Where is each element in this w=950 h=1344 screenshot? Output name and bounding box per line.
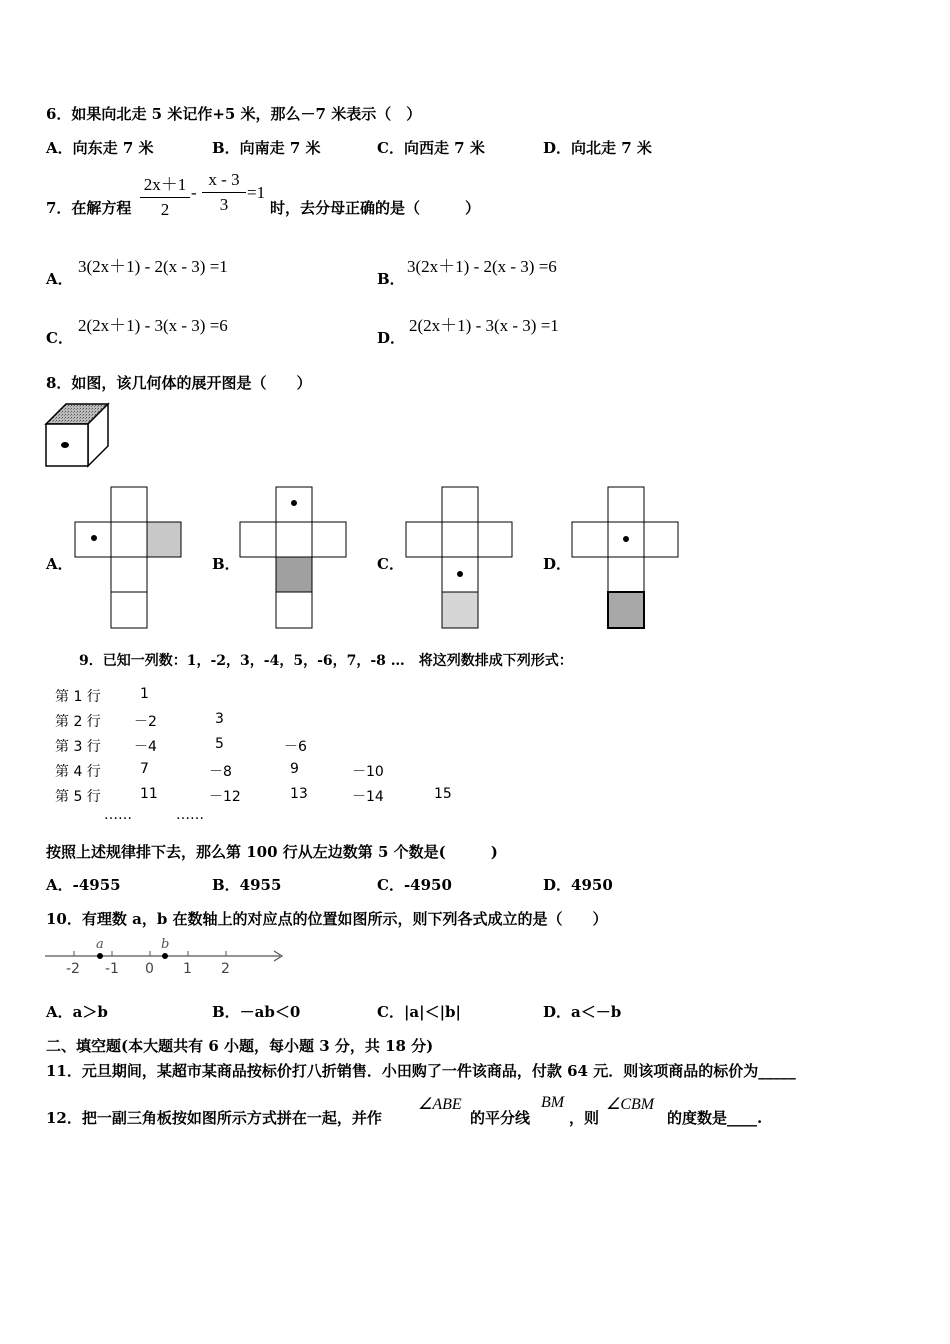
q8-label-c[interactable]: C． xyxy=(377,555,404,573)
q9-row4-value: －8 xyxy=(209,764,232,780)
q6-option-b[interactable]: B．向南走 7 米 xyxy=(212,139,321,157)
q7-option-d[interactable]: 2(2x＋1) - 3(x - 3) =1 xyxy=(409,316,559,335)
q9-row1-value: 1 xyxy=(140,686,149,702)
q9-stem: 9．已知一列数：1，-2，3，-4，5，-6，7，-8 … 将这列数排成下列形式： xyxy=(79,653,573,669)
q7-suffix: 时，去分母正确的是（ ） xyxy=(270,199,481,217)
q10-option-d[interactable]: D．a＜－b xyxy=(543,1003,622,1021)
q9-ellipsis: …… xyxy=(104,807,132,823)
q9-option-a[interactable]: A．-4955 xyxy=(46,876,121,894)
q7-option-c[interactable]: 2(2x＋1) - 3(x - 3) =6 xyxy=(78,316,228,335)
q12-angle-abe: ∠ABE xyxy=(418,1096,462,1113)
q9-question: 按照上述规律排下去，那么第 100 行从左边数第 5 个数是( ) xyxy=(46,843,498,861)
q7-frac1-denominator: 2 xyxy=(160,200,170,219)
q7-prefix: 7．在解方程 xyxy=(46,199,132,217)
q9-row5-label: 第 5 行 xyxy=(55,789,101,805)
net-option-b[interactable] xyxy=(239,486,349,631)
q9-row1-label: 第 1 行 xyxy=(55,689,101,705)
net-option-a[interactable] xyxy=(74,486,184,631)
q9-row5-value: 15 xyxy=(434,786,452,802)
q8-label-d[interactable]: D． xyxy=(543,555,572,573)
q7-option-b[interactable]: 3(2x＋1) - 2(x - 3) =6 xyxy=(407,257,557,276)
q12-part4: 的度数是____. xyxy=(667,1109,763,1127)
q6-option-d[interactable]: D．向北走 7 米 xyxy=(543,139,652,157)
axis-tick-label: 0 xyxy=(145,961,154,977)
q9-option-d[interactable]: D．4950 xyxy=(543,876,613,894)
axis-tick-label: -1 xyxy=(105,961,119,977)
q10-option-b[interactable]: B．－ab＜0 xyxy=(212,1003,301,1021)
q7-label-b[interactable]: B． xyxy=(377,270,405,288)
q6-stem: 6．如果向北走 5 米记作+5 米，那么－7 米表示（ ） xyxy=(46,105,422,123)
q9-row4-value: 7 xyxy=(140,761,149,777)
axis-tick-label: 2 xyxy=(221,961,230,977)
q12-part3: ，则 xyxy=(569,1109,600,1127)
q7-frac2-denominator: 3 xyxy=(219,195,229,214)
q9-row5-value: －14 xyxy=(352,789,384,805)
q9-row2-value: －2 xyxy=(134,714,157,730)
q9-row3-value: －4 xyxy=(134,739,157,755)
q9-row5-value: 11 xyxy=(140,786,158,802)
q9-row4-value: 9 xyxy=(290,761,299,777)
q6-option-c[interactable]: C．向西走 7 米 xyxy=(377,139,485,157)
q7-fraction-2 xyxy=(202,170,246,215)
q12-bm: BM xyxy=(541,1094,565,1111)
q9-row2-value: 3 xyxy=(215,711,224,727)
q9-row5-value: －12 xyxy=(209,789,241,805)
net-option-d[interactable] xyxy=(571,486,681,631)
q10-option-a[interactable]: A．a＞b xyxy=(46,1003,108,1021)
q9-row3-value: －6 xyxy=(284,739,307,755)
q9-ellipsis: …… xyxy=(176,807,204,823)
q9-row2-label: 第 2 行 xyxy=(55,714,101,730)
q7-equals: =1 xyxy=(247,183,266,202)
q7-frac1-numerator: 2x＋1 xyxy=(143,175,187,194)
q8-label-b[interactable]: B． xyxy=(212,555,240,573)
q9-row3-value: 5 xyxy=(215,736,224,752)
q12-part1: 12．把一副三角板按如图所示方式拼在一起，并作 xyxy=(46,1109,382,1127)
q7-frac2-numerator: x - 3 xyxy=(208,170,240,189)
q7-label-a[interactable]: A． xyxy=(46,270,73,288)
q11-text: 11．元旦期间，某超市某商品按标价打八折销售．小田购了一件该商品，付款 64 元．则该项商品的标价为_____ xyxy=(46,1062,796,1080)
q9-option-c[interactable]: C．-4950 xyxy=(377,876,452,894)
q6-option-a[interactable]: A．向东走 7 米 xyxy=(46,139,154,157)
q7-label-d[interactable]: D． xyxy=(377,329,406,347)
q9-option-b[interactable]: B．4955 xyxy=(212,876,282,894)
cube-figure xyxy=(44,402,114,472)
q7-fraction-1 xyxy=(140,170,190,220)
q8-label-a[interactable]: A． xyxy=(46,555,73,573)
q12-angle-cbm: ∠CBM xyxy=(606,1096,655,1113)
point-a-label: a xyxy=(96,937,104,952)
q12-part2: 的平分线 xyxy=(470,1109,531,1127)
axis-tick-label: 1 xyxy=(183,961,192,977)
q8-stem: 8．如图，该几何体的展开图是（ ） xyxy=(46,374,312,392)
q10-stem: 10．有理数 a，b 在数轴上的对应点的位置如图所示，则下列各式成立的是（ ） xyxy=(46,910,608,928)
q7-minus: - xyxy=(191,183,197,202)
axis-tick-label: -2 xyxy=(66,961,80,977)
number-line xyxy=(44,934,294,979)
net-option-c[interactable] xyxy=(405,486,515,631)
q10-option-c[interactable]: C．|a|＜|b| xyxy=(377,1003,461,1021)
q7-label-c[interactable]: C． xyxy=(46,329,73,347)
q9-row3-label: 第 3 行 xyxy=(55,739,101,755)
point-b-label: b xyxy=(161,937,170,952)
section2-title: 二、填空题(本大题共有 6 小题，每小题 3 分，共 18 分) xyxy=(46,1037,434,1055)
q7-option-a[interactable]: 3(2x＋1) - 2(x - 3) =1 xyxy=(78,257,228,276)
q9-row4-label: 第 4 行 xyxy=(55,764,101,780)
q9-row5-value: 13 xyxy=(290,786,308,802)
q9-row4-value: －10 xyxy=(352,764,384,780)
